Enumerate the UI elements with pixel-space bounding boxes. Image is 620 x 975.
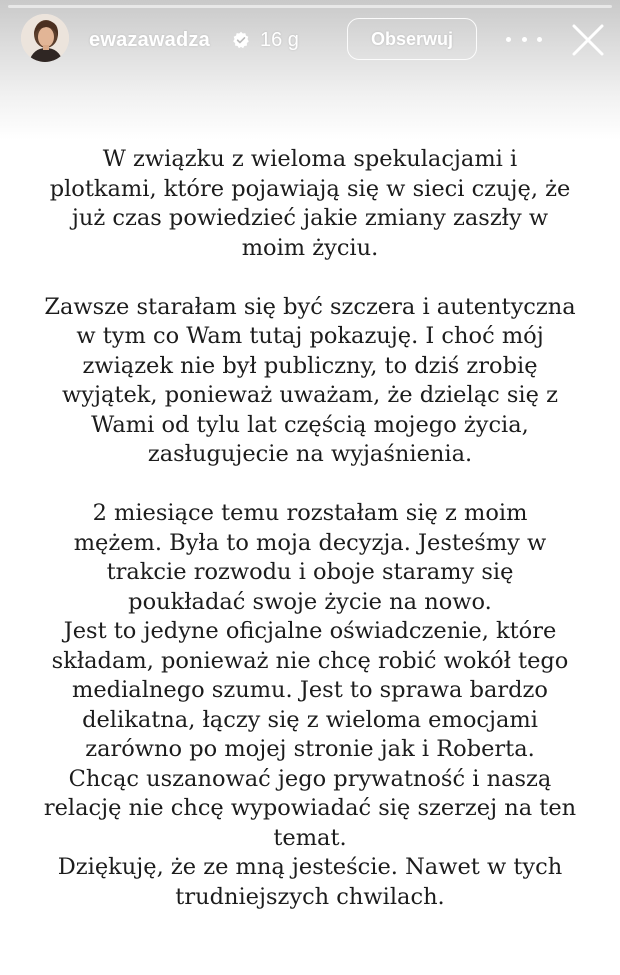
avatar-photo-icon: [21, 14, 69, 62]
post-time: 16 g: [260, 29, 299, 51]
statement-line: plotkami, które pojawiają się w sieci czuję, że: [49, 175, 571, 202]
statement-line: Chcąc uszanować jego prywatność i naszą: [68, 765, 552, 792]
statement-paragraph: [0, 293, 620, 470]
statement-line: mężem. Była to moja decyzja. Jesteśmy w: [73, 529, 547, 556]
statement-text: [0, 145, 620, 912]
avatar[interactable]: [21, 14, 69, 62]
statement-line: trakcie rozwodu i oboje staramy się: [106, 559, 514, 585]
statement-line: Zawsze starałam się być szczera i autentyczna: [44, 293, 576, 320]
statement-line: relację nie chcę wypowiadać się szerzej na ten: [43, 795, 577, 821]
statement-line: wyjątek, ponieważ uważam, że dzieląc się z: [62, 382, 558, 408]
statement-line: poukładać swoje życie na nowo.: [128, 588, 492, 615]
statement-line: temat.: [273, 824, 347, 851]
statement-line: związek nie był publiczny, to dziś zrobię: [82, 352, 538, 379]
statement-line: medialnego szumu. Jest to sprawa bardzo: [72, 677, 548, 703]
more-dot: [506, 37, 511, 42]
statement-line: Wami od tylu lat częścią mojego życia,: [91, 411, 529, 438]
more-dot: [522, 37, 527, 42]
statement-line: Dziękuję, że ze mną jesteście. Nawet w tych: [57, 854, 563, 880]
statement-paragraph: [0, 499, 620, 912]
close-icon[interactable]: [570, 22, 606, 58]
statement-line: moim życiu.: [241, 234, 379, 261]
statement-line: delikatna, łączy się z wieloma emocjami: [82, 706, 538, 733]
statement-line: w tym co Wam tutaj pokazuję. I choć mój: [76, 323, 544, 349]
follow-button[interactable]: Obserwuj: [347, 18, 477, 60]
statement-line: już czas powiedzieć jakie zmiany zaszły w: [71, 205, 549, 231]
more-options-icon[interactable]: [506, 28, 542, 50]
statement-line: zarówno po mojej stronie jak i Roberta.: [85, 736, 535, 762]
statement-line: trudniejszych chwilach.: [175, 883, 445, 910]
statement-line: Jest to jedyne oficjalne oświadczenie, które: [63, 618, 557, 644]
statement-line: W związku z wieloma spekulacjami i: [102, 146, 518, 172]
statement-line: 2 miesiące temu rozstałam się z moim: [92, 500, 528, 526]
statement-line: składam, ponieważ nie chcę robić wokół tego: [51, 647, 569, 674]
statement-paragraph: [0, 145, 620, 263]
story-header: [0, 0, 620, 82]
verified-badge-icon: [232, 31, 250, 49]
more-dot: [537, 37, 542, 42]
username[interactable]: ewazawadza: [89, 29, 210, 51]
statement-line: zasługujecie na wyjaśnienia.: [147, 441, 473, 467]
